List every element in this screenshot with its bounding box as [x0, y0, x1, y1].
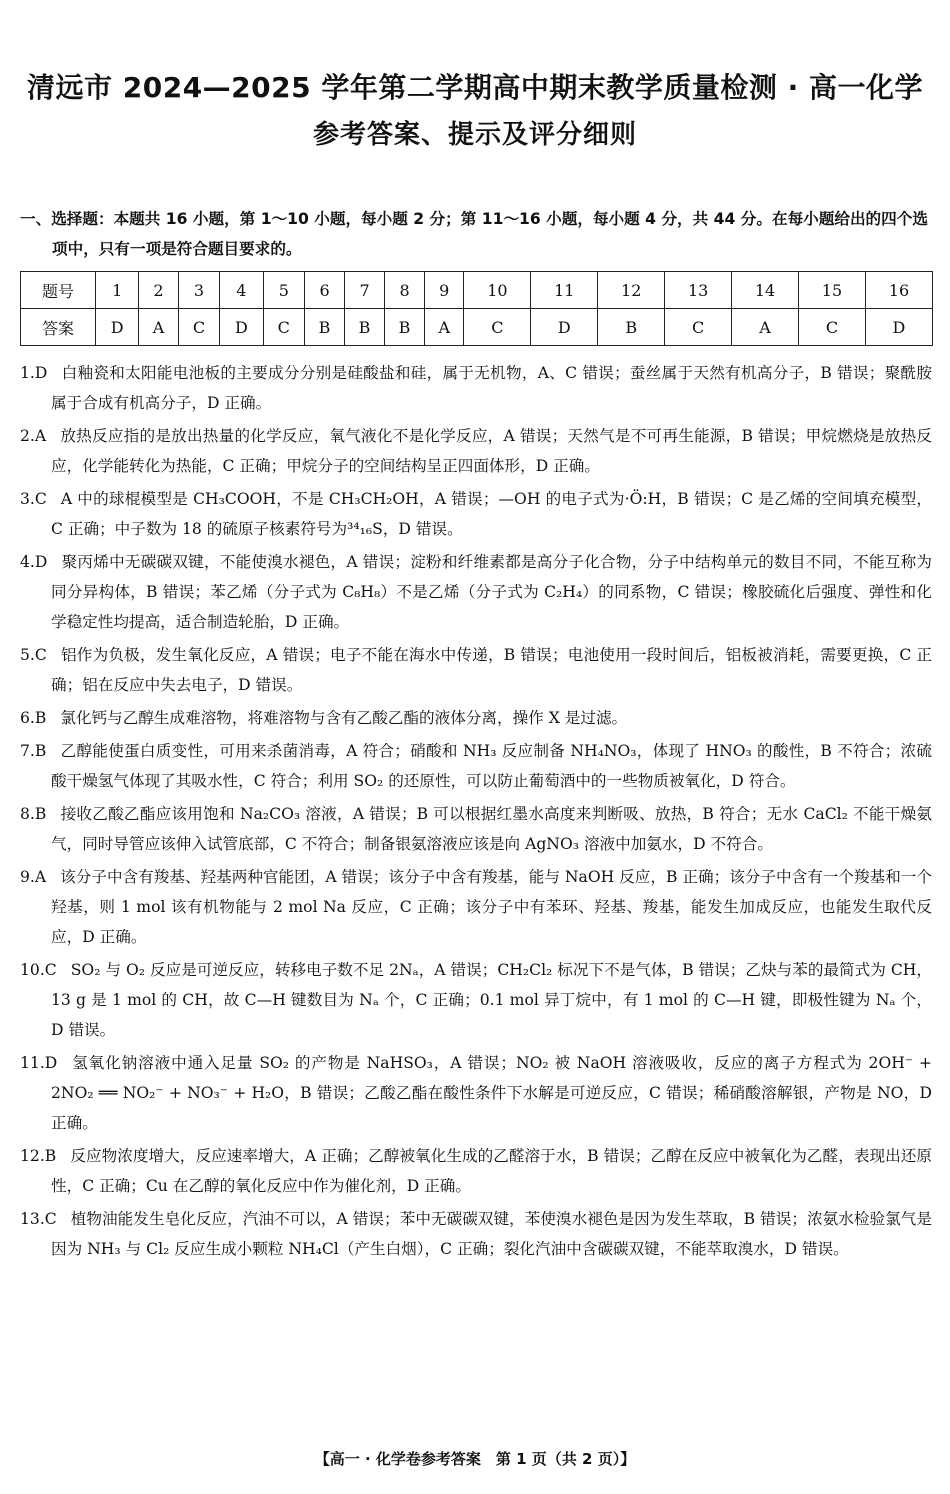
answer-table-answer-row — [21, 309, 933, 346]
explanation-text: 白釉瓷和太阳能电池板的主要成分分别是硅酸盐和硅，属于无机物，A、C 错误；蚕丝属于天然有机高分子，B 错误；聚酰胺属于合成有机高分子，D 正确。 — [51, 364, 932, 412]
answer-cell: B — [385, 309, 425, 346]
explanation-number: 8.B — [20, 805, 47, 823]
explanation-number: 11.D — [20, 1054, 58, 1072]
explanation-number: 6.B — [20, 709, 47, 727]
answer-cell: A — [732, 309, 799, 346]
question-number-cell: 1 — [96, 272, 139, 309]
answer-cell: C — [263, 309, 305, 346]
explanation-text: 植物油能发生皂化反应，汽油不可以，A 错误；苯中无碳碳双键，苯使溴水褪色是因为发生萃取，B 错误；浓氨水检验氯气是因为 NH₃ 与 Cl₂ 反应生成小颗粒 NH₄Cl（产生白烟），C 正确；裂化汽油中含碳碳双键，不能萃取溴水，D 错误。 — [51, 1210, 932, 1258]
explanation-number: 13.C — [20, 1210, 57, 1228]
explanation-number: 4.D — [20, 553, 48, 571]
question-number-cell: 7 — [345, 272, 385, 309]
answer-cell: D — [96, 309, 139, 346]
explanation-text: 氢氧化钠溶液中通入足量 SO₂ 的产物是 NaHSO₃，A 错误；NO₂ 被 NaOH 溶液吸收，反应的离子方程式为 2OH⁻ + 2NO₂ ══ NO₂⁻ + NO₃⁻ + H₂O，B 错误；乙酸乙酯在酸性条件下水解是可逆反应，C 错误；稀硝酸溶解银，产物是 NO，D 正确。 — [51, 1054, 932, 1132]
answer-cell: A — [425, 309, 464, 346]
explanation-item — [20, 421, 932, 481]
question-number-cell: 8 — [385, 272, 425, 309]
answer-cell: A — [139, 309, 178, 346]
question-number-cell: 14 — [732, 272, 799, 309]
explanation-number: 3.C — [20, 490, 47, 508]
question-number-cell: 5 — [263, 272, 305, 309]
answer-cell: D — [220, 309, 263, 346]
page-title: 清远市 2024—2025 学年第二学期高中期末教学质量检测 · 高一化学 — [27, 71, 923, 104]
explanation-number: 2.A — [20, 427, 47, 445]
explanation-list — [20, 358, 932, 1267]
explanation-item — [20, 703, 932, 733]
explanation-text: 聚丙烯中无碳碳双键，不能使溴水褪色，A 错误；淀粉和纤维素都是高分子化合物，分子中结构单元的数目不同，不能互称为同分异构体，B 错误；苯乙烯（分子式为 C₈H₈）不是乙烯（分子式为 C₂H₄）的同系物，C 错误；橡胶硫化后强度、弹性和化学稳定性均提高，适合制造轮胎，D 正确。 — [51, 553, 932, 631]
explanation-text: 铝作为负极，发生氧化反应，A 错误；电子不能在海水中传递，B 错误；电池使用一段时间后，铝板被消耗，需要更换，C 正确；铝在反应中失去电子，D 错误。 — [51, 646, 932, 694]
question-number-cell: 15 — [799, 272, 866, 309]
question-number-cell: 4 — [220, 272, 263, 309]
question-number-cell: 11 — [531, 272, 598, 309]
explanation-text: SO₂ 与 O₂ 反应是可逆反应，转移电子数不足 2Nₐ，A 错误；CH₂Cl₂ 标况下不是气体，B 错误；乙炔与苯的最简式为 CH，13 g 是 1 mol 的 CH，故 C—H 键数目为 Nₐ 个，C 正确；0.1 mol 异丁烷中，有 1 mol 的 C—H 键，即极性键为 Nₐ 个，D 错误。 — [51, 961, 932, 1039]
explanation-number: 12.B — [20, 1147, 57, 1165]
explanation-item — [20, 862, 932, 952]
answer-cell: B — [305, 309, 345, 346]
question-number-cell: 2 — [139, 272, 178, 309]
answer-cell: B — [345, 309, 385, 346]
answer-table-number-row — [21, 272, 933, 309]
question-number-cell: 6 — [305, 272, 345, 309]
explanation-number: 7.B — [20, 742, 47, 760]
explanation-text: 乙醇能使蛋白质变性，可用来杀菌消毒，A 符合；硝酸和 NH₃ 反应制备 NH₄NO₃，体现了 HNO₃ 的酸性，B 不符合；浓硫酸干燥氢气体现了其吸水性，C 符合；利用 SO₂ 的还原性，可以防止葡萄酒中的一些物质被氧化，D 符合。 — [51, 742, 932, 790]
explanation-item — [20, 547, 932, 637]
explanation-item — [20, 955, 932, 1045]
explanation-item — [20, 736, 932, 796]
section-instruction: 一、选择题：本题共 16 小题，第 1～10 小题，每小题 2 分；第 11～16 小题，每小题 4 分，共 44 分。在每小题给出的四个选项中，只有一项是符合题目要求的。 — [20, 210, 928, 258]
explanation-text: A 中的球棍模型是 CH₃COOH，不是 CH₃CH₂OH，A 错误；—OH 的电子式为·Ö:H，B 错误；C 是乙烯的空间填充模型，C 正确；中子数为 18 的硫原子核素符号为³⁴₁₆S，D 错误。 — [51, 490, 932, 538]
explanation-number: 9.A — [20, 868, 47, 886]
question-number-cell: 10 — [464, 272, 531, 309]
table-row-label: 答案 — [21, 309, 96, 346]
question-number-cell: 12 — [598, 272, 665, 309]
question-number-cell: 13 — [665, 272, 732, 309]
explanation-text: 接收乙酸乙酯应该用饱和 Na₂CO₃ 溶液，A 错误；B 可以根据红墨水高度来判断吸、放热，B 符合；无水 CaCl₂ 不能干燥氨气，同时导管应该伸入试管底部，C 不符合；制备银氨溶液应该是向 AgNO₃ 溶液中加氨水，D 不符合。 — [51, 805, 932, 853]
explanation-number: 1.D — [20, 364, 48, 382]
answer-cell: D — [865, 309, 932, 346]
question-number-cell: 3 — [178, 272, 220, 309]
question-number-cell: 9 — [425, 272, 464, 309]
page-footer: 【高一 · 化学卷参考答案 第 1 页（共 2 页）】 — [314, 1450, 636, 1468]
page-subtitle: 参考答案、提示及评分细则 — [312, 120, 637, 150]
explanation-number: 10.C — [20, 961, 57, 979]
question-number-cell: 16 — [865, 272, 932, 309]
explanation-text: 氯化钙与乙醇生成难溶物，将难溶物与含有乙酸乙酯的液体分离，操作 X 是过滤。 — [60, 709, 628, 727]
explanation-item — [20, 1141, 932, 1201]
answer-cell: C — [464, 309, 531, 346]
explanation-number: 5.C — [20, 646, 47, 664]
answer-cell: C — [665, 309, 732, 346]
answer-cell: D — [531, 309, 598, 346]
answer-cell: B — [598, 309, 665, 346]
explanation-text: 放热反应指的是放出热量的化学反应，氧气液化不是化学反应，A 错误；天然气是不可再生能源，B 错误；甲烷燃烧是放热反应，化学能转化为热能，C 正确；甲烷分子的空间结构呈正四面体形，D 正确。 — [51, 427, 932, 475]
explanation-item — [20, 358, 932, 418]
table-row-label: 题号 — [21, 272, 96, 309]
explanation-item — [20, 799, 932, 859]
answer-cell: C — [799, 309, 866, 346]
explanation-item — [20, 1204, 932, 1264]
answer-cell: C — [178, 309, 220, 346]
explanation-text: 反应物浓度增大，反应速率增大，A 正确；乙醇被氧化生成的乙醛溶于水，B 错误；乙醇在反应中被氧化为乙醛，表现出还原性，C 正确；Cu 在乙醇的氧化反应中作为催化剂，D 正确。 — [51, 1147, 932, 1195]
explanation-item — [20, 484, 932, 544]
explanation-text: 该分子中含有羧基、羟基两种官能团，A 错误；该分子中含有羧基，能与 NaOH 反应，B 正确；该分子中含有一个羧基和一个羟基，则 1 mol 该有机物能与 2 mol Na 反应，C 正确；该分子中有苯环、羟基、羧基，能发生加成反应，也能发生取代反应，D 正确。 — [51, 868, 932, 946]
explanation-item — [20, 640, 932, 700]
answer-table — [20, 271, 933, 346]
explanation-item — [20, 1048, 932, 1138]
